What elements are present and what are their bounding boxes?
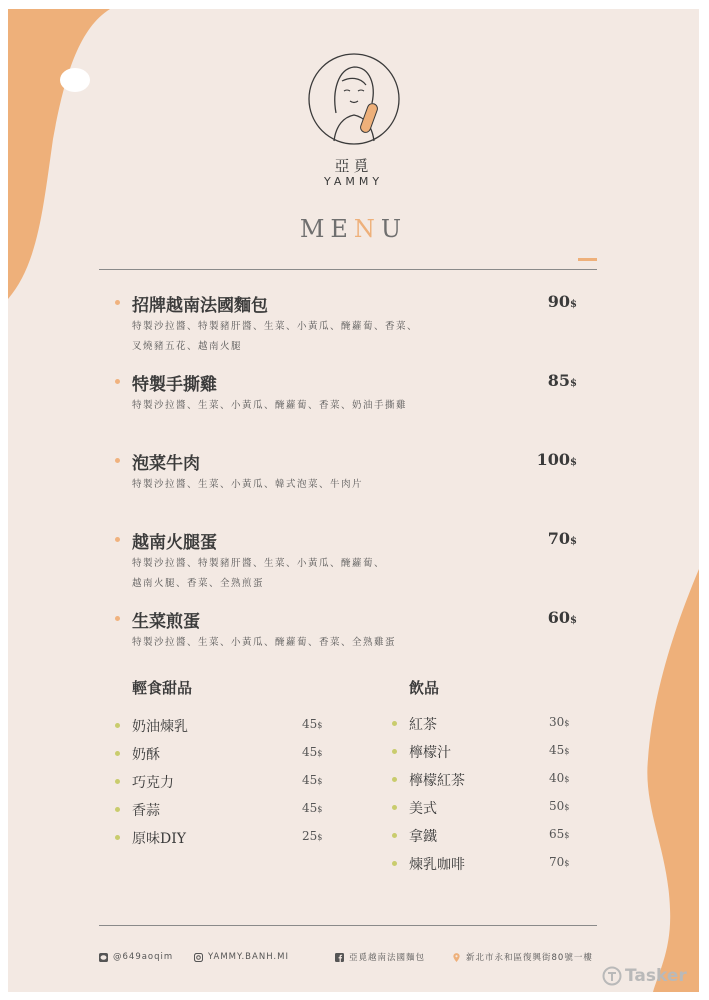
- menu-title-suffix: U: [380, 215, 408, 243]
- snack-item: [115, 800, 325, 820]
- drink-price: 70$: [549, 855, 570, 869]
- menu-title-highlight: N: [353, 215, 381, 243]
- drink-item: [392, 854, 582, 874]
- drink-name: 煉乳咖啡: [409, 857, 465, 873]
- menu-page: [8, 9, 699, 992]
- item-price: 70$: [547, 529, 577, 548]
- item-name: 特製手撕雞: [132, 375, 217, 395]
- item-price: 100$: [536, 450, 577, 469]
- menu-title-prefix: ME: [299, 215, 354, 243]
- menu-title: [8, 215, 699, 243]
- bullet-dot: [115, 723, 120, 728]
- drink-price: 40$: [549, 771, 570, 785]
- line-id-text: @649aoqim: [113, 952, 174, 962]
- facebook-icon: [335, 953, 344, 962]
- item-name: 泡菜牛肉: [132, 454, 200, 474]
- snack-price: 45$: [302, 717, 323, 731]
- drink-item: [392, 798, 582, 818]
- item-price: 85$: [547, 371, 577, 390]
- top-divider: [99, 269, 597, 270]
- bullet-dot: [115, 835, 120, 840]
- drink-price: 30$: [549, 715, 570, 729]
- item-description: 特製沙拉醬、生菜、小黃瓜、醃蘿蔔、香菜、奶油手撕雞: [132, 400, 408, 411]
- snack-item: [115, 716, 325, 736]
- snack-price: 45$: [302, 801, 323, 815]
- snacks-heading: 輕食甜品: [132, 679, 193, 697]
- bullet-dot: [115, 751, 120, 756]
- snack-item: [115, 744, 325, 764]
- snack-name: 奶酥: [132, 747, 160, 763]
- facebook-text: 亞覓越南法國麵包: [349, 953, 426, 963]
- drink-name: 紅茶: [409, 717, 437, 733]
- item-description: 特製沙拉醬、特製豬肝醬、生菜、小黃瓜、醃蘿蔔、香菜、 叉燒豬五花、越南火腿: [132, 321, 419, 352]
- bullet-dot: [115, 779, 120, 784]
- brand-name-en: YAMMY: [323, 175, 384, 188]
- item-description: 特製沙拉醬、特製豬肝醬、生菜、小黃瓜、醃蘿蔔、 越南火腿、香菜、全熟煎蛋: [132, 558, 386, 589]
- bullet-dot: [392, 777, 397, 782]
- item-name: 招牌越南法國麵包: [132, 296, 268, 316]
- footer-address: [452, 950, 593, 964]
- drink-item: [392, 714, 582, 734]
- instagram-icon: [194, 953, 203, 962]
- item-description: 特製沙拉醬、生菜、小黃瓜、韓式泡菜、牛肉片: [132, 479, 364, 490]
- item-price: 90$: [547, 292, 577, 311]
- bullet-dot: [115, 537, 120, 542]
- snack-item: [115, 772, 325, 792]
- brand-logo: [306, 51, 402, 147]
- drink-name: 拿鐵: [409, 829, 437, 845]
- bullet-dot: [392, 833, 397, 838]
- snack-name: 巧克力: [132, 775, 174, 791]
- bullet-dot: [115, 807, 120, 812]
- bullet-dot: [115, 379, 120, 384]
- drink-name: 美式: [409, 801, 437, 817]
- drink-name: 檸檬汁: [409, 745, 451, 761]
- bullet-dot: [115, 616, 120, 621]
- drink-name: 檸檬紅茶: [409, 773, 465, 789]
- bullet-dot: [115, 458, 120, 463]
- item-name: 生菜煎蛋: [132, 612, 200, 632]
- drink-item: [392, 742, 582, 762]
- item-description: 特製沙拉醬、生菜、小黃瓜、醃蘿蔔、香菜、全熟雞蛋: [132, 637, 397, 648]
- brand-name-cn: 亞覓: [334, 157, 373, 175]
- address-text: 新北市永和區復興街80號一樓: [466, 953, 593, 963]
- snack-price: 25$: [302, 829, 323, 843]
- bullet-dot: [392, 805, 397, 810]
- accent-bar: [578, 258, 597, 261]
- drink-item: [392, 770, 582, 790]
- snack-name: 奶油煉乳: [132, 719, 188, 735]
- item-price: 60$: [547, 608, 577, 627]
- snack-name: 原味DIY: [132, 831, 186, 847]
- item-name: 越南火腿蛋: [132, 533, 217, 553]
- drink-price: 65$: [549, 827, 570, 841]
- footer-line-id: [99, 950, 173, 964]
- drinks-heading: 飲品: [409, 679, 440, 697]
- snack-name: 香蒜: [132, 803, 160, 819]
- watermark: [602, 966, 687, 986]
- bottom-divider: [99, 925, 597, 926]
- instagram-text: YAMMY.BANH.MI: [208, 952, 289, 962]
- bullet-dot: [392, 721, 397, 726]
- footer-instagram: [194, 950, 289, 964]
- bullet-dot: [392, 749, 397, 754]
- drink-price: 45$: [549, 743, 570, 757]
- watermark-text: Tasker: [625, 966, 687, 986]
- drink-item: [392, 826, 582, 846]
- bullet-dot: [115, 300, 120, 305]
- footer-facebook: [335, 950, 425, 964]
- bullet-dot: [392, 861, 397, 866]
- location-pin-icon: [452, 953, 461, 962]
- snack-price: 45$: [302, 745, 323, 759]
- drink-price: 50$: [549, 799, 570, 813]
- watermark-logo-icon: [602, 966, 622, 986]
- line-icon: [99, 953, 108, 962]
- snack-item: [115, 828, 325, 848]
- snack-price: 45$: [302, 773, 323, 787]
